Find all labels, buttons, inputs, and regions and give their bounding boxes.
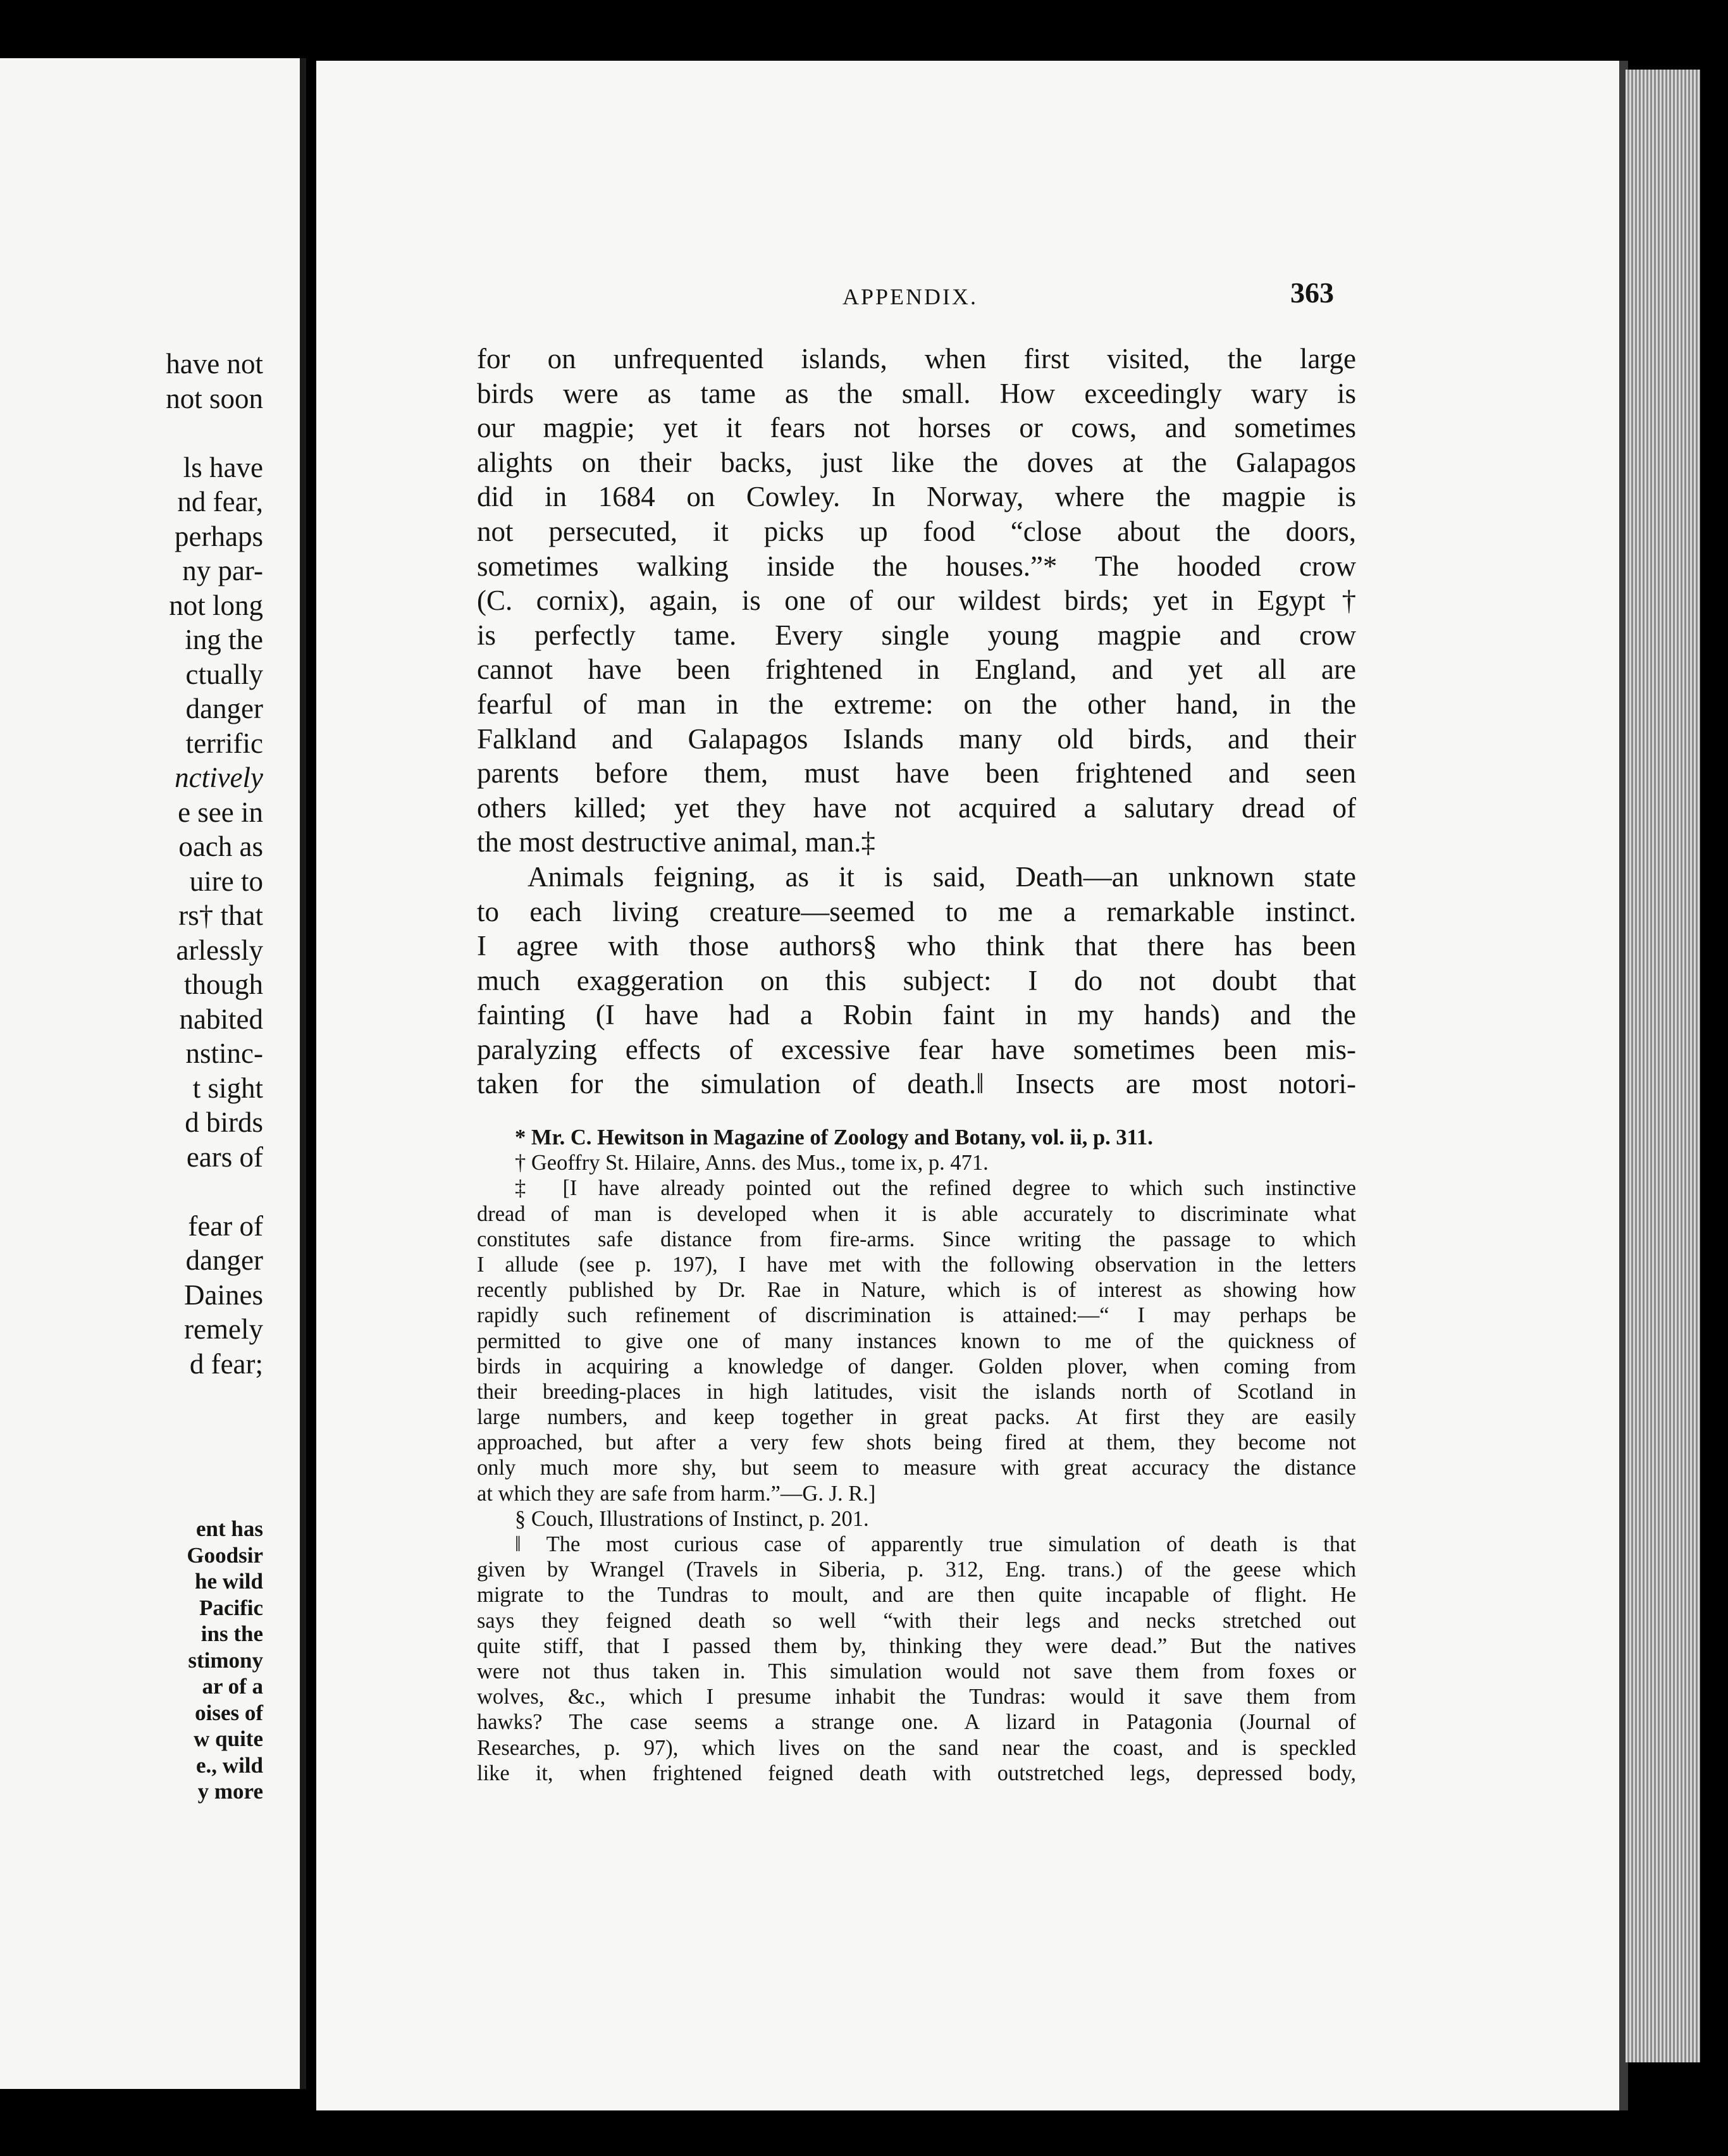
footnote-line: ‖ The most curious case of apparently true simulation of death is that [515, 1532, 1356, 1556]
footnote-line: constitutes safe distance from fire-arms. Since writing the passage to which [477, 1227, 1356, 1251]
page-number: 363 [1290, 276, 1334, 309]
text-line: I agree with those authors§ who think that there has been [477, 930, 1356, 962]
left-note-line: e., wild [196, 1752, 263, 1778]
footnote-line: ‡ [I have already pointed out the refined degree to which such instinctive [515, 1176, 1356, 1201]
footnote-line: approached, but after a very few shots being fired at them, they become not [477, 1430, 1356, 1455]
left-page-footnotes [0, 1516, 263, 1805]
left-note-line: ins the [201, 1621, 263, 1646]
left-line: d birds [185, 1106, 263, 1138]
text-line: is perfectly tame. Every single young magpie and crow [477, 619, 1356, 651]
text-line: the most destructive animal, man.‡ [477, 826, 875, 858]
left-page-main-text [0, 347, 263, 1381]
text-line: birds were as tame as the small. How exceedingly wary is [477, 377, 1356, 409]
footnote-line: quite stiff, that I passed them by, thinking they were dead.” But the natives [477, 1633, 1356, 1658]
footnote-line: migrate to the Tundras to moult, and are then quite incapable of flight. He [477, 1583, 1356, 1608]
left-line: danger [185, 1244, 263, 1276]
left-line: e see in [178, 796, 263, 828]
footnote-line: permitted to give one of many instances known to me of the quickness of [477, 1329, 1356, 1353]
footnote-line: given by Wrangel (Travels in Siberia, p. 312, Eng. trans.) of the geese which [477, 1558, 1356, 1582]
text-line: taken for the simulation of death.‖ Insects are most notori- [477, 1068, 1356, 1100]
footnote-line: * Mr. C. Hewitson in Magazine of Zoology and Botany, vol. ii, p. 311. [515, 1125, 1153, 1149]
footnote-line: rapidly such refinement of discrimination is attained:—“ I may perhaps be [477, 1303, 1356, 1328]
text-line: parents before them, must have been frightened and seen [477, 757, 1356, 790]
footnote-line: large numbers, and keep together in great packs. At first they are easily [477, 1405, 1356, 1430]
left-line: nabited [179, 1003, 263, 1035]
left-line: nctively [175, 762, 263, 793]
left-note-line: Goodsir [187, 1542, 263, 1568]
footnotes [477, 1125, 1356, 1786]
left-line: uire to [189, 865, 263, 897]
footnote-line: like it, when frightened feigned death with outstretched legs, depressed body, [477, 1761, 1356, 1785]
left-page-fragment [0, 58, 306, 2089]
left-line: d fear; [189, 1348, 263, 1380]
text-line: Falkland and Galapagos Islands many old birds, and their [477, 722, 1356, 755]
left-note-line: he wild [195, 1569, 263, 1594]
left-note-line: Pacific [199, 1595, 263, 1620]
left-line [0, 416, 263, 450]
left-line: not soon [166, 382, 263, 414]
book-gutter [300, 58, 306, 2089]
text-line: our magpie; yet it fears not horses or cows, and sometimes [477, 412, 1356, 444]
text-line: to each living creature—seemed to me a remarkable instinct. [477, 895, 1356, 927]
left-note-line: oises of [195, 1700, 263, 1725]
body-text [477, 342, 1356, 1101]
footnote-line: their breeding-places in high latitudes, visit the islands north of Scotland in [477, 1379, 1356, 1404]
left-line: oach as [178, 831, 263, 862]
text-line: others killed; yet they have not acquired a salutary dread of [477, 791, 1356, 824]
left-note-line: ent has [196, 1516, 263, 1541]
left-line: ny par- [182, 555, 263, 586]
footnote-line: I allude (see p. 197), I have met with the following observation in the letters [477, 1252, 1356, 1277]
left-note-line: w quite [194, 1726, 263, 1751]
text-line: cannot have been frightened in England, and yet all are [477, 654, 1356, 686]
footnote-line: wolves, &c., which I presume inhabit the Tundras: would it save them from [477, 1685, 1356, 1709]
left-line: not long [169, 589, 263, 621]
text-line: (C. cornix), again, is one of our wildest birds; yet in Egypt† [477, 585, 1356, 617]
left-line: ctually [185, 658, 263, 690]
left-line: ls have [183, 451, 263, 483]
footnote-line: § Couch, Illustrations of Instinct, p. 201. [515, 1506, 869, 1531]
text-line: Animals feigning, as it is said, Death—an unknown state [528, 860, 1356, 893]
left-line: have not [166, 348, 263, 380]
text-line: fearful of man in the extreme: on the other hand, in the [477, 688, 1356, 720]
footnote-line: at which they are safe from harm.”—G. J. R.] [477, 1481, 876, 1506]
left-line: fear of [188, 1210, 263, 1242]
left-line: though [183, 969, 263, 1000]
footnote-line: recently published by Dr. Rae in Nature, which is of interest as showing how [477, 1278, 1356, 1303]
text-line: for on unfrequented islands, when first visited, the large [477, 343, 1356, 375]
left-line: t sight [192, 1072, 263, 1104]
left-note-line: stimony [188, 1647, 263, 1673]
footnote-line: hawks? The case seems a strange one. A lizard in Patagonia (Journal of [477, 1710, 1356, 1735]
text-line: alights on their backs, just like the doves at the Galapagos [477, 446, 1356, 478]
text-line: paralyzing effects of excessive fear have sometimes been mis- [477, 1033, 1356, 1065]
left-line: arlessly [176, 934, 263, 966]
left-line [0, 1174, 263, 1209]
book-page-edges [1626, 70, 1700, 2062]
left-line: danger [185, 693, 263, 724]
left-note-line: ar of a [202, 1674, 263, 1699]
footnote-line: says they feigned death so well “with their legs and necks stretched out [477, 1608, 1356, 1633]
text-line: not persecuted, it picks up food “close about the doors, [477, 515, 1356, 547]
footnote-line: were not thus taken in. This simulation would not save them from foxes or [477, 1659, 1356, 1683]
left-line: terrific [185, 727, 263, 759]
right-page [316, 61, 1626, 2110]
text-line: sometimes walking inside the houses.”* The hooded crow [477, 550, 1356, 582]
footnote-line: dread of man is developed when it is able accurately to discriminate what [477, 1201, 1356, 1226]
running-head: APPENDIX. [842, 284, 978, 309]
left-line: rs† that [178, 900, 263, 931]
left-line: perhaps [175, 520, 263, 552]
left-line: Daines [184, 1279, 263, 1311]
footnote-line: † Geoffry St. Hilaire, Anns. des Mus., tome ix, p. 471. [515, 1151, 989, 1175]
page-header [316, 276, 1626, 320]
left-line: ing the [185, 624, 263, 655]
left-line: nd fear, [177, 486, 263, 517]
text-line: much exaggeration on this subject: I do not doubt that [477, 964, 1356, 996]
left-line: remely [184, 1313, 263, 1345]
left-line: ears of [186, 1141, 263, 1173]
left-note-line: y more [197, 1779, 263, 1804]
footnote-line: Researches, p. 97), which lives on the sand near the coast, and is speckled [477, 1735, 1356, 1760]
text-line: fainting (I have had a Robin faint in my hands) and the [477, 999, 1356, 1031]
text-line: did in 1684 on Cowley. In Norway, where the magpie is [477, 481, 1356, 513]
footnote-line: birds in acquiring a knowledge of danger. Golden plover, when coming from [477, 1354, 1356, 1378]
left-line: nstinc- [185, 1038, 263, 1069]
footnote-line: only much more shy, but seem to measure with great accuracy the distance [477, 1456, 1356, 1480]
